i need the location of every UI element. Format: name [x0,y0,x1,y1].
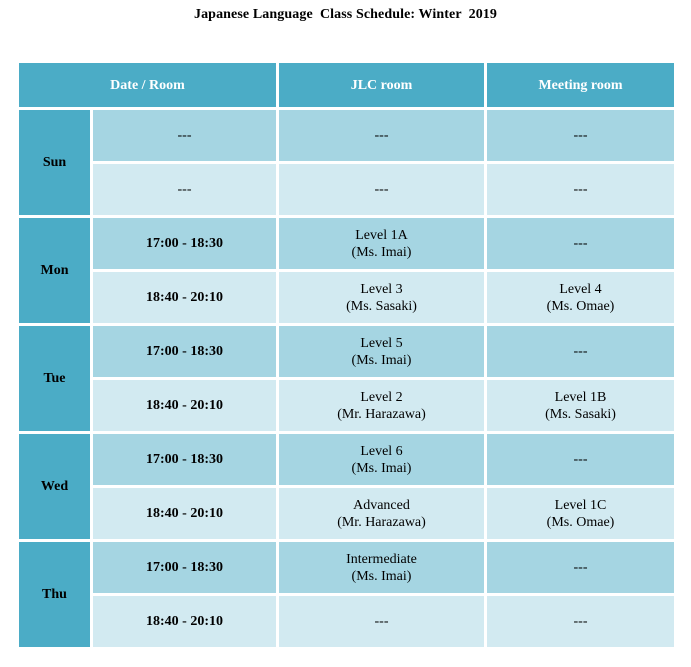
jlc-room-cell [278,271,486,325]
page-title: Japanese Language Class Schedule: Winter 2019 [193,7,497,22]
meeting-room-cell [486,163,676,217]
class-name: Level 4 [559,281,602,297]
teacher-name: (Mr. Harazawa) [337,406,426,422]
time-cell: 18:40 - 20:10 [92,271,278,325]
time-cell: --- [92,163,278,217]
meeting-room-cell [486,433,676,487]
time-cell: 17:00 - 18:30 [92,217,278,271]
jlc-room-cell [278,217,486,271]
time-cell: 18:40 - 20:10 [92,595,278,649]
jlc-room-cell [278,595,486,649]
teacher-name: (Ms. Imai) [351,244,412,260]
teacher-name: (Ms. Sasaki) [346,298,417,314]
jlc-room-cell [278,109,486,163]
meeting-room-cell [486,325,676,379]
header-date-room: Date / Room [18,62,278,109]
class-name: Level 2 [360,389,403,405]
jlc-room-cell [278,433,486,487]
time-cell: 18:40 - 20:10 [92,487,278,541]
class-name: Level 5 [360,335,403,351]
class-name: --- [573,560,588,575]
class-name: Level 3 [360,281,403,297]
class-name: Level 1C [554,497,607,513]
jlc-room-cell [278,163,486,217]
table-row [18,325,676,379]
day-cell: Mon [18,217,92,325]
jlc-room-cell [278,487,486,541]
class-name: Level 1A [355,227,408,243]
class-name: --- [573,344,588,359]
day-cell: Thu [18,541,92,649]
teacher-name: (Ms. Imai) [351,460,412,476]
class-name: --- [374,182,389,197]
table-row [18,433,676,487]
time-cell: 17:00 - 18:30 [92,325,278,379]
class-name: Level 1B [554,389,607,405]
class-name: --- [374,614,389,629]
class-name: --- [573,614,588,629]
class-name: --- [573,128,588,143]
class-name: --- [573,236,588,251]
table-row [18,379,676,433]
class-name: Advanced [353,497,410,513]
class-name: Level 6 [360,443,403,459]
time-cell: 18:40 - 20:10 [92,379,278,433]
teacher-name: (Ms. Imai) [351,568,412,584]
table-row [18,271,676,325]
teacher-name: (Ms. Sasaki) [545,406,616,422]
jlc-room-cell [278,541,486,595]
table-row [18,595,676,649]
meeting-room-cell [486,271,676,325]
header-jlc-room: JLC room [278,62,486,109]
teacher-name: (Ms. Omae) [546,514,615,530]
class-name: --- [573,452,588,467]
day-cell: Sun [18,109,92,217]
schedule-table [16,60,677,650]
time-cell: 17:00 - 18:30 [92,541,278,595]
day-cell: Wed [18,433,92,541]
table-row [18,217,676,271]
teacher-name: (Ms. Imai) [351,352,412,368]
class-name: Intermediate [346,551,417,567]
table-row [18,163,676,217]
meeting-room-cell [486,487,676,541]
table-row [18,487,676,541]
class-name: --- [374,128,389,143]
meeting-room-cell [486,541,676,595]
class-name: --- [573,182,588,197]
header-meeting-room: Meeting room [486,62,676,109]
jlc-room-cell [278,325,486,379]
time-cell: --- [92,109,278,163]
teacher-name: (Ms. Omae) [546,298,615,314]
table-row [18,109,676,163]
meeting-room-cell [486,595,676,649]
meeting-room-cell [486,379,676,433]
table-row [18,541,676,595]
time-cell: 17:00 - 18:30 [92,433,278,487]
meeting-room-cell [486,109,676,163]
meeting-room-cell [486,217,676,271]
day-cell: Tue [18,325,92,433]
jlc-room-cell [278,379,486,433]
teacher-name: (Mr. Harazawa) [337,514,426,530]
schedule-body [18,109,676,649]
